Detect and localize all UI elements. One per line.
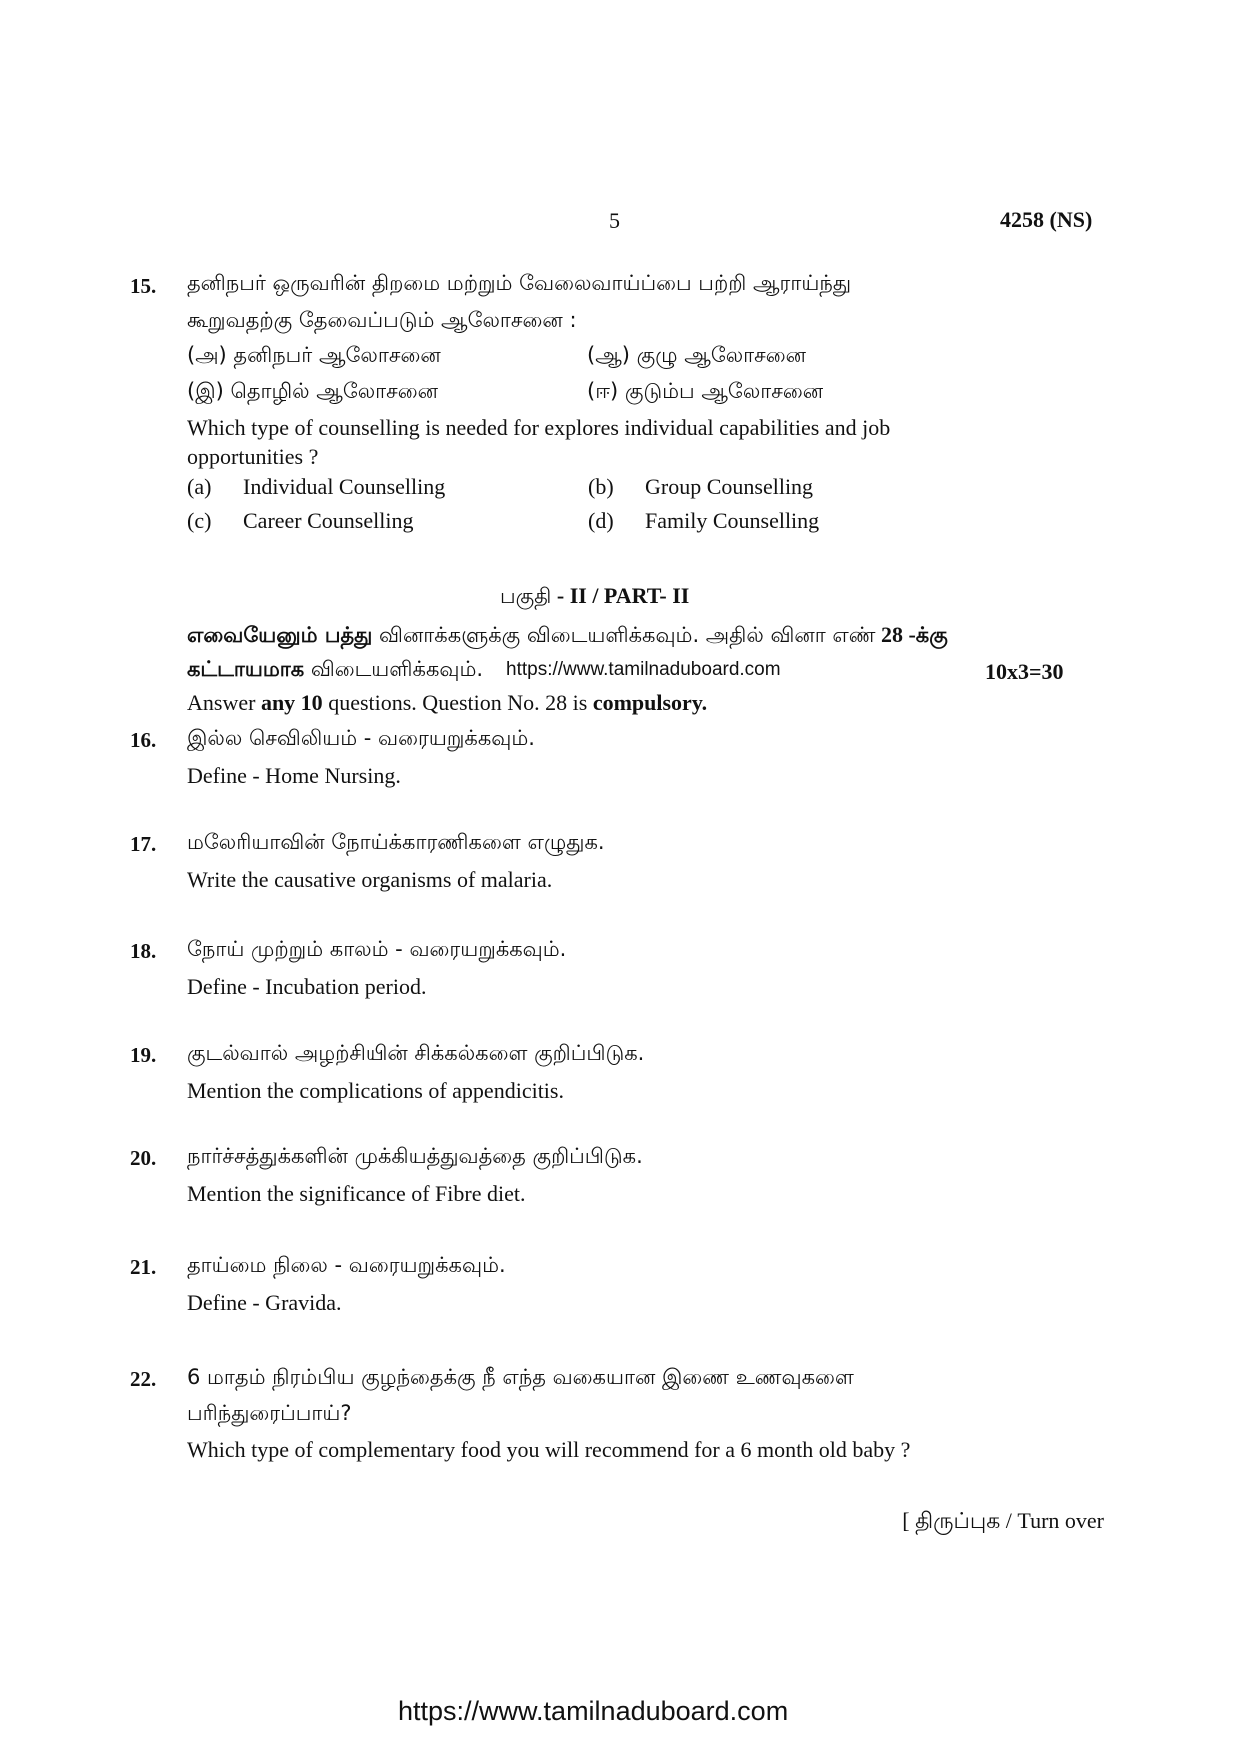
question-number-22: 22. xyxy=(130,1367,157,1391)
q21-english: Define - Gravida. xyxy=(187,1290,342,1315)
q15-option-c-label: (c) xyxy=(187,508,212,533)
q19-tamil: குடல்வால் அழற்சியின் சிக்கல்களை குறிப்பிடுக. xyxy=(187,1041,645,1065)
instruction-en-compulsory: compulsory. xyxy=(592,690,708,715)
question-number-21: 21. xyxy=(130,1255,157,1279)
part-ii-instruction-tamil-1 xyxy=(187,622,948,650)
q20-english: Mention the significance of Fibre diet. xyxy=(187,1181,526,1206)
q15-option-b-text: Group Counselling xyxy=(645,474,814,499)
q22-tamil-line-1: 6 மாதம் நிரம்பிய குழந்தைக்கு நீ எந்த வகையான இணை உணவுகளை xyxy=(187,1365,854,1389)
instruction-kku: க்கு xyxy=(915,623,948,647)
question-number-17: 17. xyxy=(130,832,157,856)
q16-tamil: இல்ல செவிலியம் - வரையறுக்கவும். xyxy=(187,726,535,750)
q15-english-line-2: opportunities ? xyxy=(187,444,319,469)
page-number: 5 xyxy=(609,208,620,233)
turn-over-text: [ திருப்புக / Turn over xyxy=(902,1508,1104,1533)
q15-option-c-text: Career Counselling xyxy=(243,508,414,533)
part-ii-heading-english: - II / PART- II xyxy=(551,583,690,608)
question-number-18: 18. xyxy=(130,939,157,963)
question-number-15: 15. xyxy=(130,274,157,298)
q18-tamil: நோய் முற்றும் காலம் - வரையறுக்கவும். xyxy=(187,937,567,961)
q15-tamil-option-b: (ஆ) குழு ஆலோசனை xyxy=(587,343,807,367)
q15-tamil-line-2: கூறுவதற்கு தேவைப்படும் ஆலோசனை : xyxy=(187,308,577,332)
q15-english-line-1: Which type of counselling is needed for explores individual capabilities and job xyxy=(187,415,891,440)
inline-watermark-url: https://www.tamilnaduboard.com xyxy=(506,659,781,680)
instruction-en-part-1: Answer xyxy=(187,690,261,715)
q15-option-b-label: (b) xyxy=(588,474,614,499)
q20-tamil: நார்ச்சத்துக்களின் முக்கியத்துவத்தை குறிப்பிடுக. xyxy=(187,1144,643,1168)
q22-english: Which type of complementary food you will recommend for a 6 month old baby ? xyxy=(187,1437,911,1462)
q15-tamil-option-d: (ஈ) குடும்ப ஆலோசனை xyxy=(587,379,824,403)
q19-english: Mention the complications of appendicitis. xyxy=(187,1078,564,1103)
q17-english: Write the causative organisms of malaria. xyxy=(187,867,553,892)
q18-english: Define - Incubation period. xyxy=(187,974,427,999)
q15-option-d-label: (d) xyxy=(588,508,614,533)
q21-tamil: தாய்மை நிலை - வரையறுக்கவும். xyxy=(187,1253,506,1277)
instruction-en-any-10: any 10 xyxy=(260,690,323,715)
q15-option-a-label: (a) xyxy=(187,474,212,499)
instruction-text-2: விடையளிக்கவும். xyxy=(304,657,484,681)
part-ii-heading-tamil: பகுதி xyxy=(500,584,552,608)
question-number-20: 20. xyxy=(130,1146,157,1170)
question-number-19: 19. xyxy=(130,1043,157,1067)
instruction-en-part-3: questions. Question No. 28 is xyxy=(322,690,593,715)
instruction-any-ten: எவையேனும் பத்து xyxy=(187,623,373,647)
q22-tamil-line-2: பரிந்துரைப்பாய்? xyxy=(187,1401,352,1425)
question-number-16: 16. xyxy=(130,728,157,752)
footer-url: https://www.tamilnaduboard.com xyxy=(398,1696,789,1726)
q15-tamil-text-1: தனிநபர் ஒருவரின் திறமை மற்றும் வேலைவாய்ப்பை பற்றி ஆராய்ந்து xyxy=(187,271,852,295)
instruction-q28: 28 - xyxy=(875,622,916,647)
instruction-compulsory-tamil: கட்டாயமாக xyxy=(187,657,305,681)
q15-option-d-text: Family Counselling xyxy=(645,508,820,533)
q15-option-a-text: Individual Counselling xyxy=(243,474,446,499)
q17-tamil: மலேரியாவின் நோய்க்காரணிகளை எழுதுக. xyxy=(187,830,605,854)
q15-tamil-line-1 xyxy=(187,271,1057,298)
part-ii-instruction-tamil-2 xyxy=(187,657,483,684)
q16-english: Define - Home Nursing. xyxy=(187,763,401,788)
q15-tamil-option-a: (அ) தனிநபர் ஆலோசனை xyxy=(187,343,441,367)
turn-over-note xyxy=(902,1508,1104,1537)
paper-code: 4258 (NS) xyxy=(1000,207,1093,232)
q15-tamil-option-c: (இ) தொழில் ஆலோசனை xyxy=(187,379,438,403)
part-ii-heading xyxy=(500,583,689,611)
instruction-text-1: வினாக்களுக்கு விடையளிக்கவும். அதில் வினா எண் xyxy=(372,623,876,647)
part-ii-instruction-english xyxy=(187,690,707,716)
part-ii-marks: 10x3=30 xyxy=(985,659,1064,684)
